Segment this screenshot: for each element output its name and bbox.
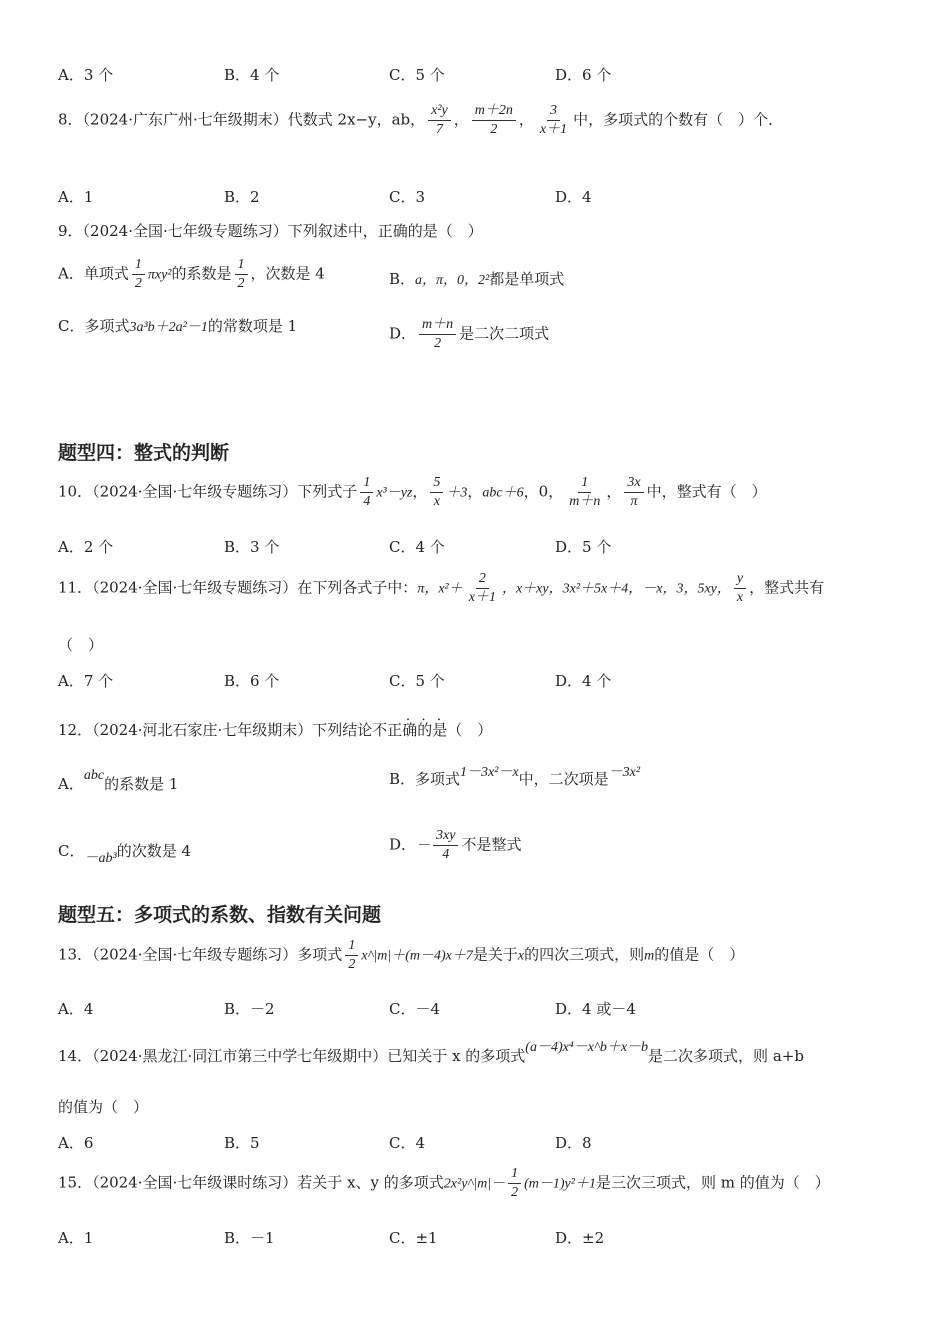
q15-option-a: A．1 [58, 1229, 94, 1247]
q8-fraction-2: $\frac{m+2n}{2}$ [472, 103, 516, 138]
q9-stem: 9．（2024·全国·七年级专题练习）下列叙述中，正确的是（ ） [58, 222, 483, 240]
q8-option-c: C．3 [389, 188, 426, 206]
q13-option-c: C．－4 [389, 1000, 441, 1018]
q15-option-b: B．－1 [224, 1229, 275, 1247]
q12-stem: 12．（2024·河北石家庄·七年级期末）下列结论不正确的是（ ） [58, 721, 493, 739]
q8-stem: 8．（2024·广东广州·七年级期末）代数式 2x−y，ab， $\frac{\text{x²y}}{7}$ ， $\frac{m+2n}{2}$ ， $\frac{3}{x+1}$ 中，多项式的个数有（ ）个． [58, 103, 784, 138]
q11-option-b: B．6 个 [224, 672, 280, 690]
q10-option-c: C．4 个 [389, 538, 445, 556]
q14-option-a: A．6 [58, 1134, 94, 1152]
q11-answer-paren: （ ） [58, 636, 104, 654]
q13-option-d: D．4 或－4 [555, 1000, 636, 1018]
q8-fraction-1: $\frac{\text{x²y}}{7}$ [428, 103, 451, 138]
q8-option-d: D．4 [555, 188, 592, 206]
q12-option-b: B．多项式1－3x²－x中，二次项是－3x² [389, 765, 641, 788]
q13-option-b: B．－2 [224, 1000, 275, 1018]
q9-option-b: B．a，π，0，2²都是单项式 [389, 270, 565, 288]
q12-option-d: D．－ $\frac{3xy}{4}$ 不是整式 [389, 828, 522, 863]
q8-suffix: 中，多项式的个数有（ ）个． [573, 110, 784, 129]
q12-option-c: C．－ab³的次数是 4 [58, 842, 191, 866]
q15-option-d: D．±2 [555, 1229, 605, 1247]
q7-option-a: A．3 个 [58, 66, 114, 84]
q14-option-c: C．4 [389, 1134, 426, 1152]
q9-option-d: D． $\frac{m+n}{2}$ 是二次二项式 [389, 317, 550, 352]
q11-stem: 11．（2024·全国·七年级专题练习）在下列各式子中：π，x²＋ $\frac{2}{x+1}$ ，x＋xy，3x²＋5x＋4，－x，3，5xy， $\frac{y}{x}$ ，整式共有 [58, 571, 825, 606]
q8-fraction-3: $\frac{3}{x+1}$ [539, 103, 568, 138]
q10-option-d: D．5 个 [555, 538, 612, 556]
q7-option-b: B．4 个 [224, 66, 280, 84]
q11-option-d: D．4 个 [555, 672, 612, 690]
q12-emphasis-dots: ．．． [406, 709, 460, 724]
q10-option-a: A．2 个 [58, 538, 114, 556]
q8-prefix: 8．（2024·广东广州·七年级期末）代数式 2x−y，ab， [58, 110, 426, 129]
q9-option-a: A．单项式 $\frac{1}{2}$ πxy²的系数是 $\frac{1}{2}$ ，次数是 4 [58, 257, 325, 292]
q7-option-d: D．6 个 [555, 66, 612, 84]
q11-option-a: A．7 个 [58, 672, 114, 690]
q15-option-c: C．±1 [389, 1229, 438, 1247]
section-5-title: 题型五：多项式的系数、指数有关问题 [58, 904, 382, 926]
section-4-title: 题型四：整式的判断 [58, 442, 230, 464]
q13-stem: 13．（2024·全国·七年级专题练习）多项式 $\frac{1}{2}$ x^|m|＋(m－4)x＋7是关于x的四次三项式，则m的值是（ ） [58, 938, 745, 973]
q13-option-a: A．4 [58, 1000, 94, 1018]
q10-option-b: B．3 个 [224, 538, 280, 556]
q15-stem: 15．（2024·全国·七年级课时练习）若关于 x、y 的多项式2x²y^|m|－ $\frac{1}{2}$ (m－1)y²＋1是三次三项式，则 m 的值为（ ） [58, 1166, 830, 1201]
q14-stem: 14．（2024·黑龙江·同江市第三中学七年级期中）已知关于 x 的多项式(a－4)x⁴－x^b＋x－b是二次多项式，则 a+b [58, 1040, 804, 1065]
q11-option-c: C．5 个 [389, 672, 445, 690]
q9-option-c: C．多项式3a³b＋2a²－1的常数项是 1 [58, 317, 298, 335]
q14-option-b: B．5 [224, 1134, 260, 1152]
q14-option-d: D．8 [555, 1134, 592, 1152]
q7-option-c: C．5 个 [389, 66, 445, 84]
q10-stem: 10．（2024·全国·七年级专题练习）下列式子 $\frac{1}{4}$ x³－yz， $\frac{5}{x}$ ＋3，abc＋6，0， $\frac{1}{m+n}$ ， $\frac{3x}{\pi}$ 中，整式有（ ） [58, 475, 767, 510]
q12-option-a: A．abc的系数是 1 [58, 768, 179, 793]
q8-option-b: B．2 [224, 188, 260, 206]
q14-stem-line2: 的值为（ ） [58, 1098, 149, 1116]
q8-option-a: A．1 [58, 188, 94, 206]
